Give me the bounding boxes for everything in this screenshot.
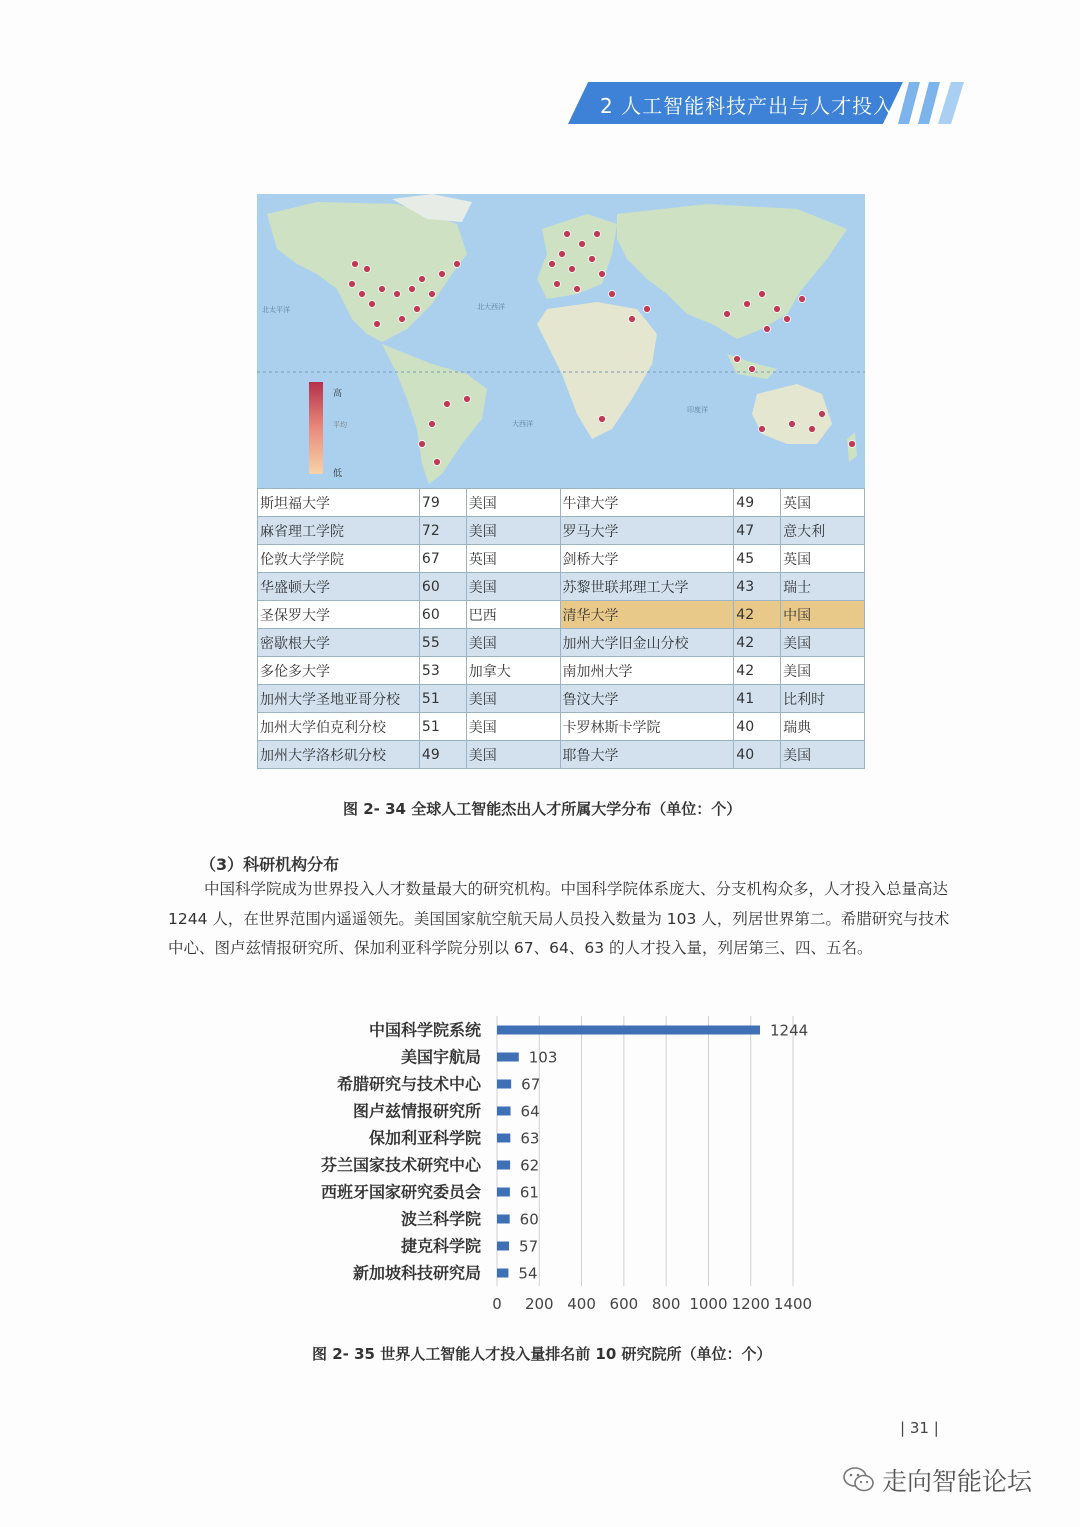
table-cell: 清华大学 xyxy=(560,601,734,629)
table-cell: 英国 xyxy=(781,489,865,517)
table-cell: 41 xyxy=(734,685,781,713)
table-cell: 斯坦福大学 xyxy=(258,489,420,517)
header-stripe xyxy=(918,82,940,124)
table-cell: 42 xyxy=(734,629,781,657)
table-cell: 美国 xyxy=(466,573,560,601)
table-cell: 67 xyxy=(419,545,466,573)
table-cell: 牛津大学 xyxy=(560,489,734,517)
table-cell: 瑞典 xyxy=(781,713,865,741)
table-cell: 南加州大学 xyxy=(560,657,734,685)
legend-low-label: 低 xyxy=(333,469,343,479)
table-cell: 美国 xyxy=(466,741,560,769)
table-cell: 美国 xyxy=(466,685,560,713)
table-cell: 苏黎世联邦理工大学 xyxy=(560,573,734,601)
bar xyxy=(497,1026,760,1035)
table-cell: 47 xyxy=(734,517,781,545)
table-row xyxy=(258,713,865,741)
table-cell: 耶鲁大学 xyxy=(560,741,734,769)
map-graphic xyxy=(257,194,865,488)
table-cell: 比利时 xyxy=(781,685,865,713)
table-cell: 伦敦大学学院 xyxy=(258,545,420,573)
table-cell: 鲁汶大学 xyxy=(560,685,734,713)
table-cell: 瑞士 xyxy=(781,573,865,601)
table-row xyxy=(258,657,865,685)
value-label: 64 xyxy=(520,1102,540,1121)
chapter-title: 2 人工智能科技产出与人才投入 xyxy=(600,94,895,118)
table-cell: 美国 xyxy=(466,629,560,657)
x-tick-label: 0 xyxy=(492,1295,502,1313)
world-map xyxy=(257,194,865,488)
header-stripe xyxy=(938,82,964,124)
table-cell: 中国 xyxy=(781,601,865,629)
page-number-value: 31 xyxy=(909,1419,929,1437)
table-row xyxy=(258,573,865,601)
table-row xyxy=(258,741,865,769)
ocean-label-north-atlantic: 北大西洋 xyxy=(477,303,505,311)
table-cell: 美国 xyxy=(781,741,865,769)
x-tick-label: 1000 xyxy=(689,1295,728,1313)
legend-high-label: 高 xyxy=(333,389,343,399)
category-label: 希腊研究与技术中心 xyxy=(336,1074,481,1094)
table-cell: 加拿大 xyxy=(466,657,560,685)
table-cell: 42 xyxy=(734,657,781,685)
map-legend-gradient xyxy=(309,382,323,474)
category-label: 新加坡科技研究局 xyxy=(352,1263,481,1283)
wechat-icon xyxy=(842,1465,876,1495)
bar xyxy=(497,1188,510,1197)
bar xyxy=(497,1215,510,1224)
table-cell: 罗马大学 xyxy=(560,517,734,545)
table-cell: 60 xyxy=(419,573,466,601)
table-row xyxy=(258,517,865,545)
table-cell: 圣保罗大学 xyxy=(258,601,420,629)
table-cell: 加州大学圣地亚哥分校 xyxy=(258,685,420,713)
category-label: 波兰科学院 xyxy=(400,1209,481,1229)
x-tick-label: 1200 xyxy=(731,1295,770,1313)
value-label: 67 xyxy=(521,1075,541,1094)
value-label: 54 xyxy=(518,1264,538,1283)
x-tick-label: 1400 xyxy=(773,1295,813,1313)
table-cell: 55 xyxy=(419,629,466,657)
table-cell: 意大利 xyxy=(781,517,865,545)
table-cell: 英国 xyxy=(466,545,560,573)
x-tick-label: 600 xyxy=(609,1295,639,1313)
table-cell: 72 xyxy=(419,517,466,545)
x-tick-label: 400 xyxy=(567,1295,596,1313)
table-cell: 40 xyxy=(734,713,781,741)
table-cell: 79 xyxy=(419,489,466,517)
category-label: 图卢兹情报研究所 xyxy=(352,1101,481,1121)
bar xyxy=(497,1161,510,1170)
legend-mid-label: 平均 xyxy=(333,421,347,429)
figure-35-caption: 图 2- 35 世界人工智能人才投入量排名前 10 研究院所（单位：个） xyxy=(312,1345,772,1363)
bar xyxy=(497,1053,519,1062)
table-cell: 华盛顿大学 xyxy=(258,573,420,601)
category-label: 中国科学院系统 xyxy=(368,1020,481,1040)
value-label: 63 xyxy=(520,1129,540,1148)
value-label: 60 xyxy=(519,1210,539,1229)
bar xyxy=(497,1269,508,1278)
table-cell: 美国 xyxy=(781,657,865,685)
x-tick-label: 200 xyxy=(524,1295,554,1313)
value-label: 57 xyxy=(519,1237,539,1256)
table-cell: 49 xyxy=(419,741,466,769)
table-cell: 巴西 xyxy=(466,601,560,629)
category-label: 保加利亚科学院 xyxy=(368,1128,481,1148)
bar xyxy=(497,1134,510,1143)
category-label: 西班牙国家研究委员会 xyxy=(320,1182,481,1202)
table-cell: 美国 xyxy=(466,713,560,741)
x-tick-label: 800 xyxy=(651,1295,681,1313)
table-cell: 51 xyxy=(419,713,466,741)
section-heading: （3）科研机构分布 xyxy=(200,855,340,874)
bar xyxy=(497,1080,511,1089)
table-cell: 40 xyxy=(734,741,781,769)
value-label: 103 xyxy=(528,1048,558,1067)
figure-34-caption: 图 2- 34 全球人工智能杰出人才所属大学分布（单位：个） xyxy=(343,800,742,818)
table-cell: 英国 xyxy=(781,545,865,573)
bar xyxy=(497,1107,511,1116)
table-row xyxy=(258,601,865,629)
ocean-label-atlantic: 大西洋 xyxy=(512,420,533,428)
university-table xyxy=(257,488,865,769)
table-cell: 42 xyxy=(734,601,781,629)
table-cell: 45 xyxy=(734,545,781,573)
table-cell: 加州大学旧金山分校 xyxy=(560,629,734,657)
table-row xyxy=(258,545,865,573)
header-stripe xyxy=(898,82,920,124)
table-cell: 密歇根大学 xyxy=(258,629,420,657)
table-cell: 49 xyxy=(734,489,781,517)
table-cell: 麻省理工学院 xyxy=(258,517,420,545)
section-paragraph: 中国科学院成为世界投入人才数量最大的研究机构。中国科学院体系庞大、分支机构众多，人才投入总量高达 1244 人，在世界范围内遥遥领先。美国国家航空航天局人员投入数量为 103 人，列居世界第二。希腊研究与技术中心、图卢兹情报研究所、保加利亚科学院分别以 67、64、63 的人才投入量，列居第三、四、五名。 xyxy=(168,880,950,957)
table-cell: 加州大学洛杉矶分校 xyxy=(258,741,420,769)
category-label: 芬兰国家技术研究中心 xyxy=(320,1155,481,1175)
table-row xyxy=(258,685,865,713)
table-cell: 卡罗林斯卡学院 xyxy=(560,713,734,741)
value-label: 1244 xyxy=(770,1021,809,1040)
table-cell: 多伦多大学 xyxy=(258,657,420,685)
table-cell: 美国 xyxy=(466,489,560,517)
table-cell: 美国 xyxy=(466,517,560,545)
table-cell: 加州大学伯克利分校 xyxy=(258,713,420,741)
bar xyxy=(497,1242,509,1251)
ocean-label-indian: 印度洋 xyxy=(687,406,708,414)
table-row xyxy=(258,629,865,657)
value-label: 61 xyxy=(519,1183,539,1202)
page-number: | 31 | xyxy=(900,1419,939,1437)
table-cell: 60 xyxy=(419,601,466,629)
table-row xyxy=(258,489,865,517)
table-cell: 53 xyxy=(419,657,466,685)
value-label: 62 xyxy=(520,1156,540,1175)
table-cell: 51 xyxy=(419,685,466,713)
table-cell: 43 xyxy=(734,573,781,601)
watermark-text: 走向智能论坛 xyxy=(882,1467,1033,1496)
table-cell: 美国 xyxy=(781,629,865,657)
research-institute-bar-chart xyxy=(0,1010,1080,1340)
table-cell: 剑桥大学 xyxy=(560,545,734,573)
category-label: 捷克科学院 xyxy=(400,1236,481,1256)
ocean-label-north-pacific: 北太平洋 xyxy=(262,306,290,314)
category-label: 美国宇航局 xyxy=(400,1047,481,1067)
